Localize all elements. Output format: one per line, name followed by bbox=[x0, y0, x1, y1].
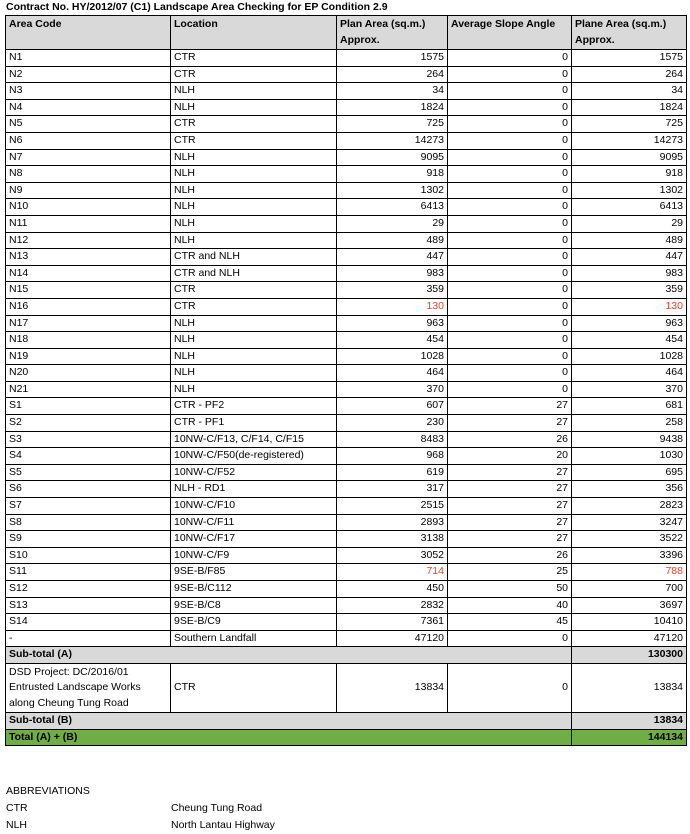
location-cell: NLH bbox=[171, 232, 337, 249]
slope-angle-cell: 25 bbox=[448, 564, 572, 581]
plane-area-cell: 1030 bbox=[572, 448, 687, 465]
plan-area-cell: 14273 bbox=[337, 132, 448, 149]
location-cell: 10NW-C/F52 bbox=[171, 464, 337, 481]
slope-angle-cell: 27 bbox=[448, 514, 572, 531]
table-row bbox=[6, 83, 687, 100]
location-cell: CTR bbox=[171, 50, 337, 67]
location-cell: NLH bbox=[171, 332, 337, 349]
plane-area-cell: 9438 bbox=[572, 431, 687, 448]
table-row bbox=[6, 564, 687, 581]
plane-area-cell: 6413 bbox=[572, 199, 687, 216]
slope-angle-cell: 0 bbox=[448, 365, 572, 382]
area-code-cell: N11 bbox=[6, 215, 171, 232]
slope-angle-cell: 27 bbox=[448, 415, 572, 432]
area-code-cell: S9 bbox=[6, 531, 171, 548]
plane-area-cell: 983 bbox=[572, 265, 687, 282]
location-cell: NLH bbox=[171, 182, 337, 199]
location-cell: CTR - PF2 bbox=[171, 398, 337, 415]
abbreviation-item bbox=[6, 800, 275, 817]
slope-angle-cell: 26 bbox=[448, 431, 572, 448]
slope-angle-cell: 0 bbox=[448, 298, 572, 315]
table-row bbox=[6, 547, 687, 564]
table-row bbox=[6, 448, 687, 465]
table-row bbox=[6, 99, 687, 116]
area-code-cell: N9 bbox=[6, 182, 171, 199]
dsd-plan-area: 13834 bbox=[337, 663, 448, 712]
plane-area-cell: 29 bbox=[572, 215, 687, 232]
table-row bbox=[6, 182, 687, 199]
table-row bbox=[6, 265, 687, 282]
plane-area-cell: 14273 bbox=[572, 132, 687, 149]
area-code-cell: N20 bbox=[6, 365, 171, 382]
total-label: Total (A) + (B) bbox=[6, 729, 572, 746]
slope-angle-cell: 0 bbox=[448, 50, 572, 67]
table-summary bbox=[6, 647, 687, 746]
location-cell: 10NW-C/F9 bbox=[171, 547, 337, 564]
location-cell: NLH bbox=[171, 381, 337, 398]
plane-area-cell: 34 bbox=[572, 83, 687, 100]
area-code-cell: N16 bbox=[6, 298, 171, 315]
table-row bbox=[6, 215, 687, 232]
plan-area-cell: 1302 bbox=[337, 182, 448, 199]
plane-area-cell: 3697 bbox=[572, 597, 687, 614]
plane-area-cell: 1302 bbox=[572, 182, 687, 199]
dsd-plane-area: 13834 bbox=[572, 663, 687, 712]
area-code-cell: N14 bbox=[6, 265, 171, 282]
slope-angle-cell: 27 bbox=[448, 398, 572, 415]
table-row bbox=[6, 481, 687, 498]
table-row bbox=[6, 381, 687, 398]
location-cell: CTR bbox=[171, 116, 337, 133]
plane-area-cell: 788 bbox=[572, 564, 687, 581]
table-row bbox=[6, 50, 687, 67]
area-code-cell: N3 bbox=[6, 83, 171, 100]
plane-area-cell: 489 bbox=[572, 232, 687, 249]
slope-angle-cell: 45 bbox=[448, 614, 572, 631]
slope-angle-cell: 0 bbox=[448, 83, 572, 100]
area-code-cell: N12 bbox=[6, 232, 171, 249]
table-row bbox=[6, 332, 687, 349]
location-cell: CTR bbox=[171, 132, 337, 149]
plane-area-cell: 3247 bbox=[572, 514, 687, 531]
area-code-cell: - bbox=[6, 630, 171, 647]
plane-area-cell: 1575 bbox=[572, 50, 687, 67]
area-code-cell: S3 bbox=[6, 431, 171, 448]
slope-angle-cell: 0 bbox=[448, 265, 572, 282]
location-cell: 10NW-C/F11 bbox=[171, 514, 337, 531]
plane-area-cell: 1824 bbox=[572, 99, 687, 116]
table-row bbox=[6, 199, 687, 216]
location-cell: NLH bbox=[171, 83, 337, 100]
subtotal-a-label: Sub-total (A) bbox=[6, 647, 572, 664]
plane-area-cell: 454 bbox=[572, 332, 687, 349]
area-code-cell: S8 bbox=[6, 514, 171, 531]
area-code-cell: N19 bbox=[6, 348, 171, 365]
header-average-slope: Average Slope Angle bbox=[448, 16, 572, 50]
table-row bbox=[6, 282, 687, 299]
dsd-row bbox=[6, 663, 687, 712]
subtotal-a-row bbox=[6, 647, 687, 664]
table-row bbox=[6, 232, 687, 249]
slope-angle-cell: 0 bbox=[448, 66, 572, 83]
table-row bbox=[6, 298, 687, 315]
plan-area-cell: 963 bbox=[337, 315, 448, 332]
slope-angle-cell: 0 bbox=[448, 215, 572, 232]
location-cell: 9SE-B/C8 bbox=[171, 597, 337, 614]
subtotal-b-label: Sub-total (B) bbox=[6, 712, 572, 729]
location-cell: 10NW-C/F50(de-registered) bbox=[171, 448, 337, 465]
abbreviation-code: NLH bbox=[6, 819, 28, 831]
landscape-area-table bbox=[5, 15, 687, 746]
area-code-cell: N8 bbox=[6, 166, 171, 183]
location-cell: 9SE-B/C9 bbox=[171, 614, 337, 631]
plan-area-cell: 34 bbox=[337, 83, 448, 100]
total-value: 144134 bbox=[572, 729, 687, 746]
plan-area-cell: 450 bbox=[337, 581, 448, 598]
plan-area-cell: 47120 bbox=[337, 630, 448, 647]
abbreviation-meaning: North Lantau Highway bbox=[171, 819, 275, 831]
location-cell: NLH bbox=[171, 348, 337, 365]
plane-area-cell: 9095 bbox=[572, 149, 687, 166]
table-row bbox=[6, 166, 687, 183]
plan-area-cell: 1575 bbox=[337, 50, 448, 67]
abbreviation-item bbox=[6, 817, 275, 834]
slope-angle-cell: 27 bbox=[448, 531, 572, 548]
table-body bbox=[6, 50, 687, 647]
area-code-cell: S7 bbox=[6, 498, 171, 515]
area-code-cell: S11 bbox=[6, 564, 171, 581]
abbreviation-meaning: Cheung Tung Road bbox=[171, 802, 263, 814]
plan-area-cell: 7361 bbox=[337, 614, 448, 631]
subtotal-a-value: 130300 bbox=[572, 647, 687, 664]
header-plan-area: Plan Area (sq.m.) Approx. bbox=[337, 16, 448, 50]
plan-area-cell: 2515 bbox=[337, 498, 448, 515]
plan-area-cell: 619 bbox=[337, 464, 448, 481]
dsd-code: DSD Project: DC/2016/01 Entrusted Landscape Works along Cheung Tung Road bbox=[6, 663, 171, 712]
area-code-cell: S13 bbox=[6, 597, 171, 614]
location-cell: CTR and NLH bbox=[171, 265, 337, 282]
plane-area-cell: 130 bbox=[572, 298, 687, 315]
location-cell: 10NW-C/F17 bbox=[171, 531, 337, 548]
table-row bbox=[6, 514, 687, 531]
location-cell: 10NW-C/F10 bbox=[171, 498, 337, 515]
plane-area-cell: 1028 bbox=[572, 348, 687, 365]
area-code-cell: N15 bbox=[6, 282, 171, 299]
area-code-cell: S6 bbox=[6, 481, 171, 498]
location-cell: NLH - RD1 bbox=[171, 481, 337, 498]
location-cell: NLH bbox=[171, 215, 337, 232]
location-cell: NLH bbox=[171, 199, 337, 216]
table-row bbox=[6, 116, 687, 133]
plan-area-cell: 29 bbox=[337, 215, 448, 232]
plan-area-cell: 2893 bbox=[337, 514, 448, 531]
header-plane-area: Plane Area (sq.m.) Approx. bbox=[572, 16, 687, 50]
area-code-cell: N2 bbox=[6, 66, 171, 83]
slope-angle-cell: 0 bbox=[448, 249, 572, 266]
area-code-cell: S1 bbox=[6, 398, 171, 415]
location-cell: 9SE-B/C112 bbox=[171, 581, 337, 598]
table-row bbox=[6, 398, 687, 415]
plane-area-cell: 963 bbox=[572, 315, 687, 332]
subtotal-b-value: 13834 bbox=[572, 712, 687, 729]
plan-area-cell: 1028 bbox=[337, 348, 448, 365]
plane-area-cell: 464 bbox=[572, 365, 687, 382]
plan-area-cell: 454 bbox=[337, 332, 448, 349]
table-row bbox=[6, 531, 687, 548]
plane-area-cell: 47120 bbox=[572, 630, 687, 647]
area-code-cell: N13 bbox=[6, 249, 171, 266]
table-header-row bbox=[6, 16, 687, 50]
slope-angle-cell: 0 bbox=[448, 199, 572, 216]
slope-angle-cell: 27 bbox=[448, 481, 572, 498]
table-row bbox=[6, 431, 687, 448]
plane-area-cell: 447 bbox=[572, 249, 687, 266]
plan-area-cell: 714 bbox=[337, 564, 448, 581]
plane-area-cell: 10410 bbox=[572, 614, 687, 631]
area-code-cell: N18 bbox=[6, 332, 171, 349]
abbreviations-heading: ABBREVIATIONS bbox=[6, 785, 90, 797]
table-row bbox=[6, 415, 687, 432]
dsd-location: CTR bbox=[171, 663, 337, 712]
plan-area-cell: 3052 bbox=[337, 547, 448, 564]
plan-area-cell: 1824 bbox=[337, 99, 448, 116]
table-row bbox=[6, 597, 687, 614]
location-cell: NLH bbox=[171, 99, 337, 116]
location-cell: NLH bbox=[171, 315, 337, 332]
plan-area-cell: 370 bbox=[337, 381, 448, 398]
slope-angle-cell: 0 bbox=[448, 282, 572, 299]
slope-angle-cell: 0 bbox=[448, 348, 572, 365]
area-code-cell: S5 bbox=[6, 464, 171, 481]
plane-area-cell: 725 bbox=[572, 116, 687, 133]
slope-angle-cell: 0 bbox=[448, 99, 572, 116]
table-row bbox=[6, 365, 687, 382]
plan-area-cell: 725 bbox=[337, 116, 448, 133]
area-code-cell: N17 bbox=[6, 315, 171, 332]
area-code-cell: N1 bbox=[6, 50, 171, 67]
plane-area-cell: 258 bbox=[572, 415, 687, 432]
slope-angle-cell: 0 bbox=[448, 182, 572, 199]
table-row bbox=[6, 149, 687, 166]
area-code-cell: N6 bbox=[6, 132, 171, 149]
slope-angle-cell: 0 bbox=[448, 166, 572, 183]
plan-area-cell: 130 bbox=[337, 298, 448, 315]
slope-angle-cell: 0 bbox=[448, 630, 572, 647]
table-row bbox=[6, 249, 687, 266]
table-row bbox=[6, 498, 687, 515]
area-code-cell: N10 bbox=[6, 199, 171, 216]
plane-area-cell: 264 bbox=[572, 66, 687, 83]
table-row bbox=[6, 630, 687, 647]
table-row bbox=[6, 132, 687, 149]
table-row bbox=[6, 464, 687, 481]
plane-area-cell: 3396 bbox=[572, 547, 687, 564]
abbreviation-code: CTR bbox=[6, 802, 28, 814]
plan-area-cell: 968 bbox=[337, 448, 448, 465]
plane-area-cell: 918 bbox=[572, 166, 687, 183]
table-row bbox=[6, 581, 687, 598]
location-cell: 10NW-C/F13, C/F14, C/F15 bbox=[171, 431, 337, 448]
plan-area-cell: 6413 bbox=[337, 199, 448, 216]
plan-area-cell: 359 bbox=[337, 282, 448, 299]
abbreviations-section bbox=[6, 783, 275, 834]
location-cell: CTR bbox=[171, 298, 337, 315]
page-title: Contract No. HY/2012/07 (C1) Landscape Area Checking for EP Condition 2.9 bbox=[6, 1, 388, 13]
area-code-cell: S12 bbox=[6, 581, 171, 598]
plan-area-cell: 3138 bbox=[337, 531, 448, 548]
slope-angle-cell: 26 bbox=[448, 547, 572, 564]
area-code-cell: N21 bbox=[6, 381, 171, 398]
dsd-slope: 0 bbox=[448, 663, 572, 712]
plan-area-cell: 264 bbox=[337, 66, 448, 83]
plan-area-cell: 8483 bbox=[337, 431, 448, 448]
plan-area-cell: 447 bbox=[337, 249, 448, 266]
slope-angle-cell: 0 bbox=[448, 116, 572, 133]
location-cell: CTR bbox=[171, 66, 337, 83]
location-cell: NLH bbox=[171, 166, 337, 183]
slope-angle-cell: 0 bbox=[448, 232, 572, 249]
location-cell: 9SE-B/F85 bbox=[171, 564, 337, 581]
location-cell: NLH bbox=[171, 149, 337, 166]
plan-area-cell: 607 bbox=[337, 398, 448, 415]
plane-area-cell: 3522 bbox=[572, 531, 687, 548]
slope-angle-cell: 27 bbox=[448, 464, 572, 481]
slope-angle-cell: 0 bbox=[448, 381, 572, 398]
plan-area-cell: 317 bbox=[337, 481, 448, 498]
slope-angle-cell: 0 bbox=[448, 315, 572, 332]
plane-area-cell: 359 bbox=[572, 282, 687, 299]
header-location: Location bbox=[171, 16, 337, 50]
area-code-cell: N4 bbox=[6, 99, 171, 116]
slope-angle-cell: 20 bbox=[448, 448, 572, 465]
plan-area-cell: 489 bbox=[337, 232, 448, 249]
plane-area-cell: 700 bbox=[572, 581, 687, 598]
slope-angle-cell: 40 bbox=[448, 597, 572, 614]
plane-area-cell: 695 bbox=[572, 464, 687, 481]
table-row bbox=[6, 315, 687, 332]
area-code-cell: S10 bbox=[6, 547, 171, 564]
plane-area-cell: 681 bbox=[572, 398, 687, 415]
plane-area-cell: 370 bbox=[572, 381, 687, 398]
area-code-cell: N7 bbox=[6, 149, 171, 166]
plane-area-cell: 356 bbox=[572, 481, 687, 498]
table-row bbox=[6, 66, 687, 83]
area-code-cell: S2 bbox=[6, 415, 171, 432]
location-cell: CTR - PF1 bbox=[171, 415, 337, 432]
location-cell: NLH bbox=[171, 365, 337, 382]
plan-area-cell: 9095 bbox=[337, 149, 448, 166]
slope-angle-cell: 50 bbox=[448, 581, 572, 598]
header-area-code: Area Code bbox=[6, 16, 171, 50]
slope-angle-cell: 0 bbox=[448, 332, 572, 349]
total-row bbox=[6, 729, 687, 746]
location-cell: CTR bbox=[171, 282, 337, 299]
area-code-cell: S4 bbox=[6, 448, 171, 465]
table-row bbox=[6, 614, 687, 631]
plan-area-cell: 230 bbox=[337, 415, 448, 432]
plan-area-cell: 2832 bbox=[337, 597, 448, 614]
area-code-cell: S14 bbox=[6, 614, 171, 631]
slope-angle-cell: 27 bbox=[448, 498, 572, 515]
location-cell: Southern Landfall bbox=[171, 630, 337, 647]
plan-area-cell: 918 bbox=[337, 166, 448, 183]
plan-area-cell: 464 bbox=[337, 365, 448, 382]
slope-angle-cell: 0 bbox=[448, 132, 572, 149]
subtotal-b-row bbox=[6, 712, 687, 729]
table-row bbox=[6, 348, 687, 365]
plane-area-cell: 2823 bbox=[572, 498, 687, 515]
slope-angle-cell: 0 bbox=[448, 149, 572, 166]
location-cell: CTR and NLH bbox=[171, 249, 337, 266]
area-code-cell: N5 bbox=[6, 116, 171, 133]
plan-area-cell: 983 bbox=[337, 265, 448, 282]
